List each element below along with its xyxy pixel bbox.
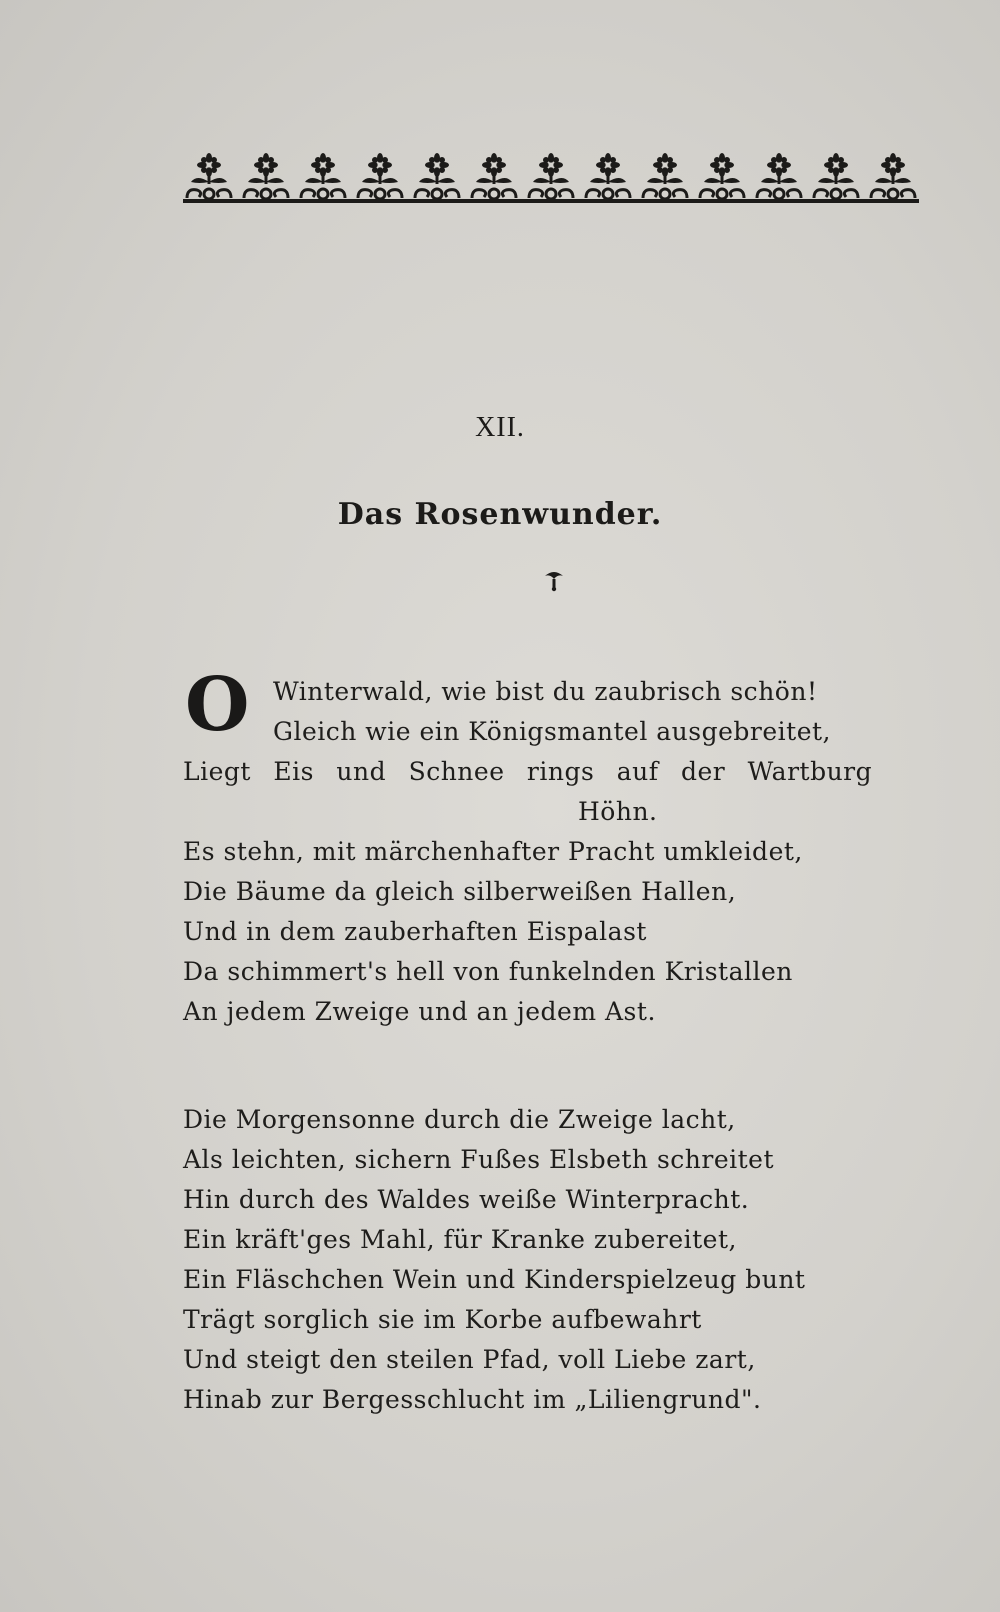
- flower-vine-ornament-icon: [867, 152, 919, 202]
- flower-vine-ornament-icon: [696, 152, 748, 202]
- leaf-fleuron-icon: [543, 570, 565, 596]
- poem-line: Ein kräft'ges Mahl, für Kranke zubereitet,: [183, 1225, 737, 1254]
- poem-line: Ein Fläschchen Wein und Kinderspielzeug bunt: [183, 1265, 806, 1294]
- poem-line: Winterwald, wie bist du zaubrisch schön!: [273, 677, 818, 706]
- poem-line: Als leichten, sichern Fußes Elsbeth schreitet: [183, 1145, 775, 1174]
- poem-line: Die Morgensonne durch die Zweige lacht,: [183, 1105, 736, 1134]
- flower-vine-ornament-icon: [582, 152, 634, 202]
- poem-line: Gleich wie ein Königsmantel ausgebreitet,: [273, 717, 831, 746]
- flower-vine-ornament-icon: [810, 152, 862, 202]
- flower-vine-ornament-icon: [297, 152, 349, 202]
- flower-vine-ornament-icon: [354, 152, 406, 202]
- poem-line: Und in dem zauberhaften Eispalast: [183, 917, 647, 946]
- poem-line: Trägt sorglich sie im Korbe aufbewahrt: [183, 1305, 702, 1334]
- flower-vine-ornament-icon: [639, 152, 691, 202]
- poem-line: Hinab zur Bergesschlucht im „Liliengrund".: [183, 1385, 762, 1414]
- poem-line: Die Bäume da gleich silberweißen Hallen,: [183, 877, 737, 906]
- poem-line: An jedem Zweige und an jedem Ast.: [183, 997, 656, 1026]
- stanza-2: [183, 1100, 923, 1420]
- flower-vine-ornament-icon: [240, 152, 292, 202]
- drop-cap: O: [185, 662, 250, 748]
- flower-vine-ornament-icon: [411, 152, 463, 202]
- poem-line: Es stehn, mit märchenhafter Pracht umkleidet,: [183, 837, 803, 866]
- poem-line: Da schimmert's hell von funkelnden Kristallen: [183, 957, 793, 986]
- flower-vine-ornament-icon: [183, 152, 235, 202]
- flower-vine-ornament-icon: [468, 152, 520, 202]
- poem-line: Und steigt den steilen Pfad, voll Liebe zart,: [183, 1345, 756, 1374]
- ornament-border: [183, 150, 919, 202]
- stanza-1: [183, 672, 923, 1032]
- ornament-rule: [183, 199, 919, 203]
- poem-line: Liegt Eis und Schnee rings auf der Wartburg: [183, 757, 873, 786]
- poem-line: Hin durch des Waldes weiße Winterpracht.: [183, 1185, 750, 1214]
- poem-line: Höhn.: [578, 797, 658, 826]
- flower-vine-ornament-icon: [753, 152, 805, 202]
- flower-vine-ornament-icon: [525, 152, 577, 202]
- chapter-number: XII.: [475, 412, 525, 443]
- poem-title: Das Rosenwunder.: [337, 497, 663, 532]
